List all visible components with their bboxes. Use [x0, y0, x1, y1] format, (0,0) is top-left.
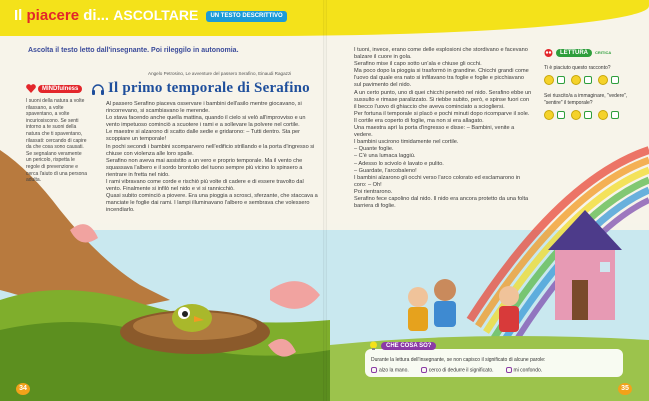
story-paragraph: Quasi subito cominciò a piovere. Era una pioggia a scrosci, sferzante, che staccava a manciate le foglie dai rami. I lampi illuminavano l'albero e sembrava che volessero incendiarlo.	[106, 193, 318, 214]
story-paragraph: I bambini alzarono gli occhi verso l'arco colorato ed esclamarono in coro: – Oh!	[354, 174, 521, 188]
rating-checkbox[interactable]	[584, 76, 592, 84]
mindfulness-label: MINDfulness	[38, 85, 82, 93]
dialogue-line: – C'è una lumaca laggiù.	[354, 153, 416, 160]
story-paragraph: Poi rientrarono.	[354, 188, 393, 195]
che-cosa-so-label: CHE COSA SO?	[381, 342, 436, 350]
lettura-critica-sub: CRITICA	[595, 50, 612, 55]
page-number-right: 35	[618, 383, 632, 395]
rating-faces-2	[544, 110, 640, 120]
series-listen: ASCOLTARE	[113, 7, 199, 23]
story-paragraph: Le maestre si alzarono di scatto dalle sedie e gridarono: – Tutti dentro. Sta per scoppiare un temporale!	[106, 129, 301, 143]
option-checkbox[interactable]	[371, 367, 377, 373]
rating-checkbox[interactable]	[557, 76, 565, 84]
series-word: piacere	[26, 7, 80, 24]
option-checkbox[interactable]	[506, 367, 512, 373]
story-paragraph: Serafino fece capolino dal nido. Il nido era ancora protetto da una folta barriera di foglie.	[354, 195, 529, 210]
series-mid: di...	[83, 7, 110, 24]
rating-checkbox[interactable]	[611, 111, 619, 119]
che-cosa-so-text: Durante la lettura dell'insegnante, se non capisco il significato di alcune parole:	[371, 357, 546, 363]
rating-faces-1	[544, 75, 640, 85]
series-title	[14, 7, 287, 24]
story-paragraph: Serafino non aveva mai assistito a un vero e proprio temporale. Ma il vento che squassava l'albero e il sordo brontolio del tuono sempre più vicino lo spinsero a rientrare in fretta nel nido.	[106, 157, 303, 178]
instruction: Ascolta il testo letto dall'insegnante. Poi rileggilo in autonomia.	[28, 47, 239, 54]
heart-icon	[26, 84, 36, 93]
genre-tag: UN TESTO DESCRITTIVO	[206, 11, 286, 22]
option-mi-confondo[interactable]: mi confondo.	[506, 367, 543, 373]
che-cosa-so-box	[365, 342, 623, 377]
happy-face-icon	[544, 110, 554, 120]
story-paragraph: I rami vibravano come corde e rischiò più volte di cadere e di essere travolto dal vento. Finalmente si infilò nel nido e vi si rannicchiò.	[106, 179, 304, 193]
story-paragraph: In pochi secondi i bambini scomparvero nell'edificio strillando e la porta d'ingresso si chiuse con violenza alle loro spalle.	[106, 143, 315, 157]
owl-icon	[544, 48, 553, 57]
happy-face-icon	[544, 75, 554, 85]
story-paragraph: A un certo punto, uno di quei chicchi penetrò nel nido. Serafino ebbe un sussulto e rimase paralizzato. Si riebbe subito, però, e spinse fuori con il becco l'uovo di ghiaccio che aveva cominciato a sciogliersi.	[354, 89, 532, 110]
rating-checkbox[interactable]	[557, 111, 565, 119]
story-paragraph: I bambini uscirono timidamente nel cortile.	[354, 139, 459, 146]
lightbulb-icon	[369, 341, 378, 350]
question-2: Sei riuscito/a a immaginare, "vedere", "sentire" il temporale?	[544, 93, 628, 106]
neutral-face-icon	[571, 110, 581, 120]
story-paragraph: Il cortile era coperto di foglie, ma non si era allagato.	[354, 117, 484, 124]
mindfulness-box	[26, 84, 88, 184]
page-number-left: 34	[16, 383, 30, 395]
story-paragraph: Per fortuna il temporale si placò e pochi minuti dopo ricomparve il sole.	[354, 110, 530, 117]
series-prefix: Il	[14, 7, 23, 24]
mindfulness-text: I suoni della natura a volte rilassano, a volte spaventano, a volte incuriosiscono. Se senti intorno a te suoni della natura che ti spaventano, rilassati: cercando di capire da che cosa sono causati. Se segnalano veramente un pericolo, rispetta le regole di prevenzione e cerca l'aiuto di una persona adulta.	[26, 98, 87, 184]
story-paragraph: Serafino mise il capo sotto un'ala e chiuse gli occhi.	[354, 61, 482, 68]
option-deduco-significato[interactable]: cerco di dedurre il significato.	[421, 367, 494, 373]
bird-serafino	[172, 304, 212, 332]
story-left-column	[106, 101, 318, 215]
sad-face-icon	[598, 110, 608, 120]
rating-checkbox[interactable]	[611, 76, 619, 84]
che-cosa-so-options	[371, 367, 617, 373]
story-paragraph: Lo stava facendo anche quella mattina, quando il cielo si velò all'improvviso e un vento impetuoso cominciò a scuotere i rami e a sollevare la polvere nel cortile.	[106, 115, 306, 129]
page-gutter	[323, 0, 327, 401]
neutral-face-icon	[571, 75, 581, 85]
lettura-critica-box	[544, 48, 640, 120]
lettura-critica-label: LETTURA	[556, 49, 592, 57]
dialogue-line: – Adesso lo scivolo è lavato e pulito.	[354, 160, 444, 167]
option-checkbox[interactable]	[421, 367, 427, 373]
source-credit: Angelo Petrosino, Le avventure del passero Serafino, Einaudi Ragazzi	[148, 71, 292, 76]
story-paragraph: I tuoni, invece, erano come delle esplosioni che stordivano e facevano balzare il cuore in gola.	[354, 47, 528, 61]
question-1: Ti è piaciuto questo racconto?	[544, 65, 611, 71]
story-paragraph: Ma poco dopo la pioggia si trasformò in grandine. Chicchi grandi come l'uovo dal quale era nato si infilavano tra foglie e foglie e picchiavano sul pavimento del nido.	[354, 68, 529, 89]
dialogue-line: – Quante foglie.	[354, 146, 394, 153]
rating-checkbox[interactable]	[584, 111, 592, 119]
story-right-column	[354, 47, 532, 210]
story-paragraph: Una maestra aprì la porta d'ingresso e disse: – Bambini, venite a vedere.	[354, 125, 515, 139]
sad-face-icon	[598, 75, 608, 85]
option-alzo-la-mano[interactable]: alzo la mano.	[371, 367, 409, 373]
story-paragraph: Al passero Serafino piaceva osservare i bambini dell'asilo mentre giocavano, si rincorrevano, si scambiavano le merende.	[106, 101, 302, 115]
story-title: Il primo temporale di Serafino	[108, 80, 310, 96]
dialogue-line: – Guardate, l'arcobaleno!	[354, 167, 417, 174]
headphones-icon	[92, 84, 104, 95]
